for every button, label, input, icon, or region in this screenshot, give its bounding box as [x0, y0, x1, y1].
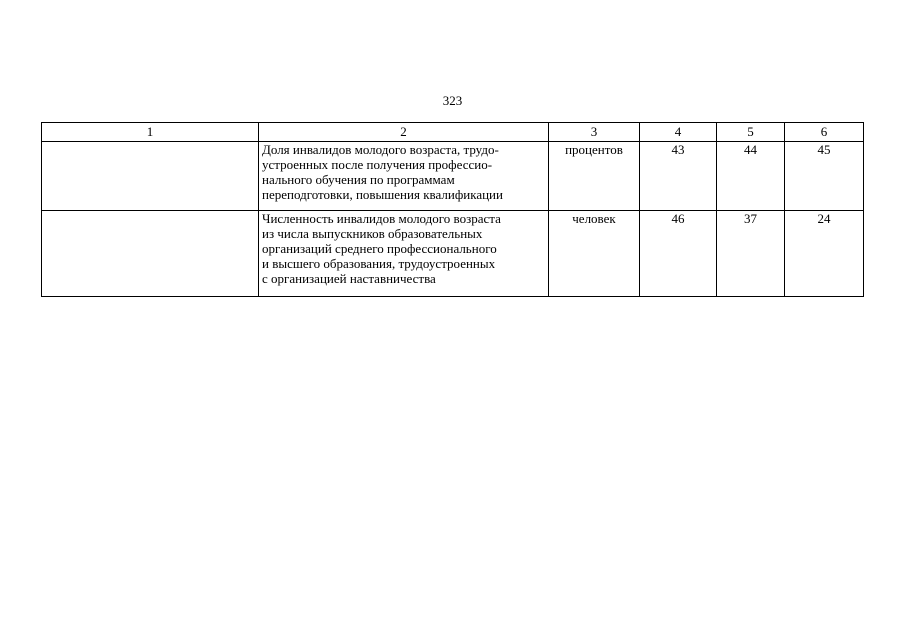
indicator-line: устроенных после получения профессио-	[262, 157, 493, 172]
header-cell-1: 1	[42, 123, 259, 142]
header-cell-6: 6	[785, 123, 864, 142]
indicator-line: с организацией наставничества	[262, 271, 436, 286]
row-1-col-1	[42, 142, 259, 211]
row-2-value-1: 46	[640, 211, 717, 297]
row-2-unit: человек	[549, 211, 640, 297]
indicator-line: организаций среднего профессионального	[262, 241, 497, 256]
table-header-row	[42, 123, 864, 142]
row-1-unit: процентов	[549, 142, 640, 211]
header-cell-4: 4	[640, 123, 717, 142]
row-2-col-1	[42, 211, 259, 297]
indicator-line: из числа выпускников образовательных	[262, 226, 483, 241]
indicator-line: Доля инвалидов молодого возраста, трудо-	[262, 142, 499, 157]
header-cell-5: 5	[717, 123, 785, 142]
row-2-indicator	[259, 211, 549, 297]
indicator-line: нального обучения по программам	[262, 172, 455, 187]
header-cell-2: 2	[259, 123, 549, 142]
indicators-table	[41, 122, 864, 297]
row-2-value-2: 37	[717, 211, 785, 297]
table-row	[42, 142, 864, 211]
row-1-value-3: 45	[785, 142, 864, 211]
page-number: 323	[442, 93, 463, 108]
row-1-value-1: 43	[640, 142, 717, 211]
header-cell-3: 3	[549, 123, 640, 142]
table-row	[42, 211, 864, 297]
row-1-value-2: 44	[717, 142, 785, 211]
row-2-value-3: 24	[785, 211, 864, 297]
indicator-line: и высшего образования, трудоустроенных	[262, 256, 496, 271]
indicator-line: Численность инвалидов молодого возраста	[262, 211, 501, 226]
indicator-line: переподготовки, повышения квалификации	[262, 187, 503, 202]
row-1-indicator	[259, 142, 549, 211]
